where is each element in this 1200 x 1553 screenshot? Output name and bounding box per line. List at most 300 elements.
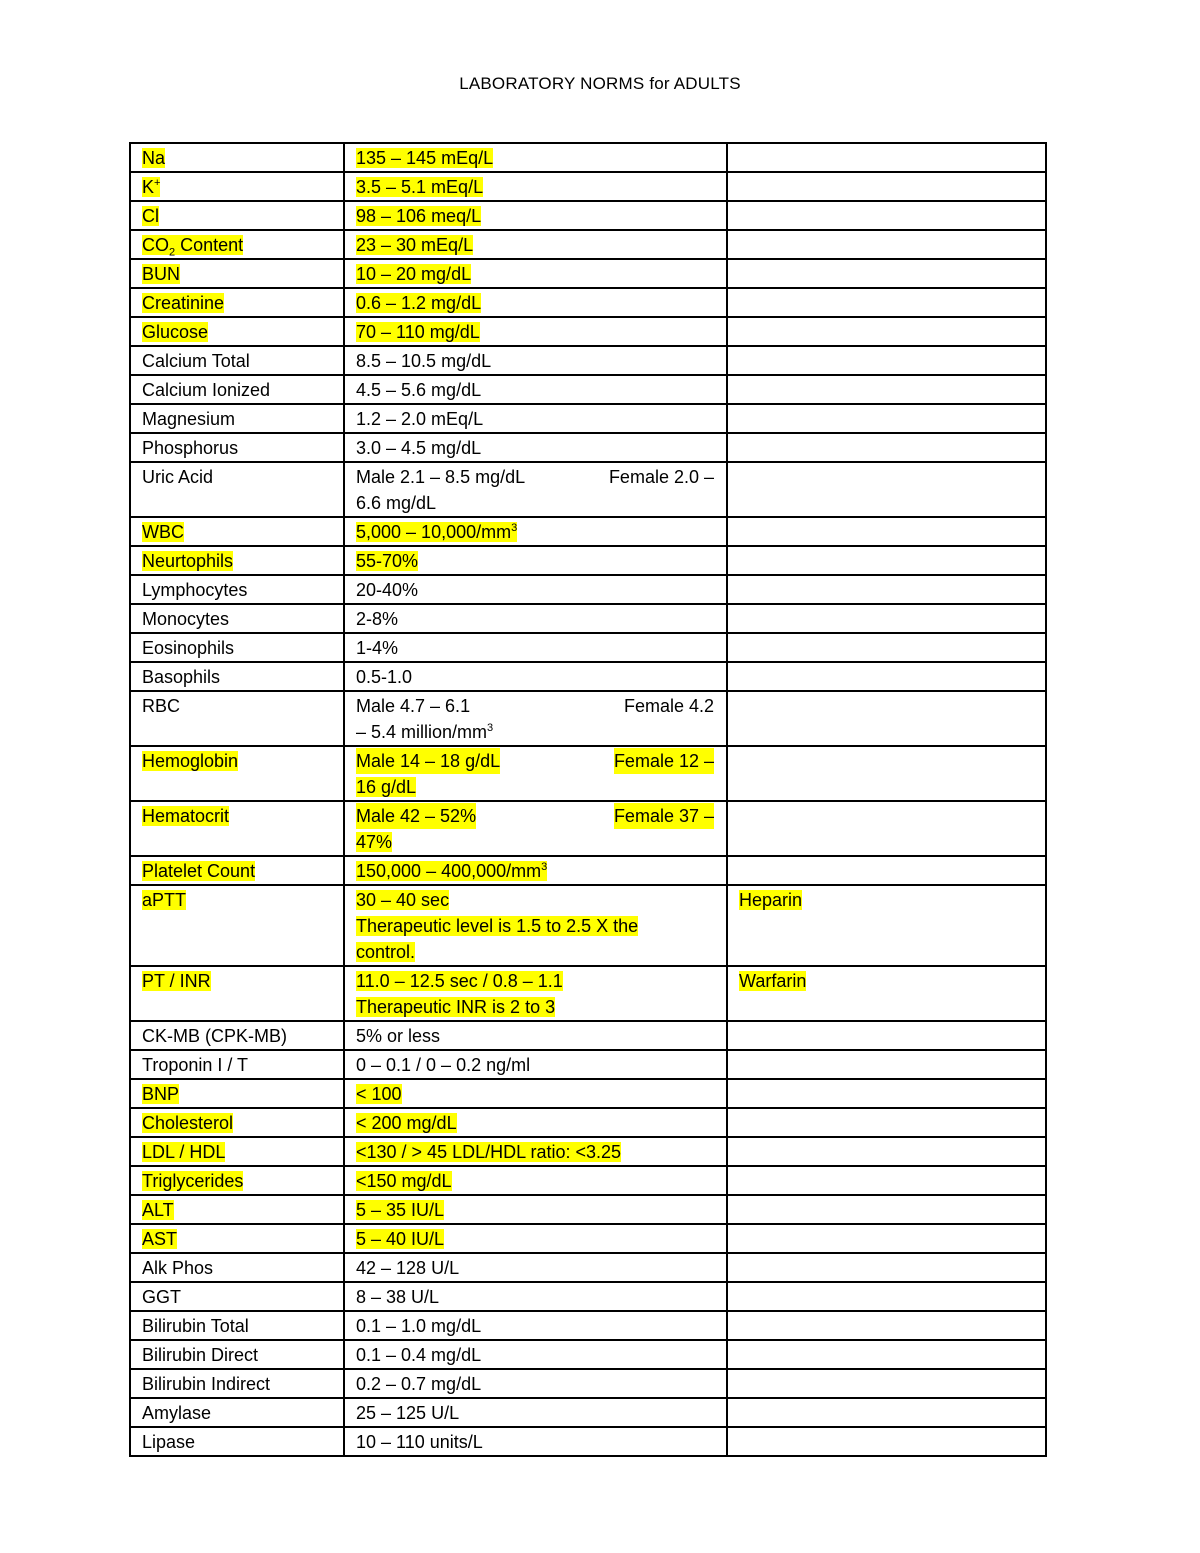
test-name-cell	[130, 1253, 344, 1282]
range-line	[356, 548, 716, 574]
note-cell	[727, 856, 1046, 885]
test-name-cell	[130, 662, 344, 691]
range-line	[356, 693, 716, 719]
range-value: $5,000 - 10,000/mm^3$	[356, 522, 518, 542]
test-name-cell	[130, 633, 344, 662]
test-name-text: CO	[142, 235, 169, 255]
normal-range-cell	[344, 1021, 727, 1050]
range-value: 70 – 110 mg/dL	[356, 322, 480, 342]
normal-range-cell	[344, 143, 727, 172]
test-name-text: Amylase	[142, 1403, 212, 1423]
test-name-cell	[130, 1137, 344, 1166]
note-cell	[727, 201, 1046, 230]
test-name	[142, 409, 235, 429]
test-name	[142, 380, 270, 400]
range-value: 0.5-1.0	[356, 667, 413, 687]
note-cell	[727, 1195, 1046, 1224]
range-line	[356, 774, 716, 800]
test-name-cell	[130, 691, 344, 746]
test-name-cell	[130, 143, 344, 172]
test-name-cell	[130, 404, 344, 433]
range-line	[356, 1226, 716, 1252]
test-name-cell	[130, 1340, 344, 1369]
range-value: <130 / > 45 LDL/HDL ratio: <3.25	[356, 1142, 622, 1162]
test-name	[142, 438, 238, 458]
range-line	[356, 464, 716, 490]
normal-range-cell	[344, 1340, 727, 1369]
test-name-cell	[130, 172, 344, 201]
range-line	[356, 1255, 716, 1281]
range-line	[356, 1023, 716, 1049]
table-row	[130, 1166, 1046, 1195]
range-value: 8.5 – 10.5 mg/dL	[356, 351, 492, 371]
range-line	[356, 1400, 716, 1426]
lab-norms-table	[129, 142, 1047, 1457]
test-name-cell	[130, 201, 344, 230]
range-line	[356, 1371, 716, 1397]
table-row	[130, 691, 1046, 746]
note-cell	[727, 1282, 1046, 1311]
test-name-text: LDL / HDL	[142, 1142, 226, 1162]
test-name-cell	[130, 1108, 344, 1137]
test-name-text: Lymphocytes	[142, 580, 248, 600]
note-cell	[727, 1340, 1046, 1369]
test-name	[142, 351, 250, 371]
note-cell	[727, 317, 1046, 346]
range-line	[356, 577, 716, 603]
test-name-cell	[130, 462, 344, 517]
range-value: 135 – 145 mEq/L	[356, 148, 494, 168]
normal-range-cell	[344, 201, 727, 230]
test-name-text: AST	[142, 1229, 178, 1249]
test-name-cell	[130, 1282, 344, 1311]
range-value: 4.5 – 5.6 mg/dL	[356, 380, 482, 400]
test-name-cell	[130, 1021, 344, 1050]
test-name	[142, 1026, 287, 1046]
range-line	[356, 858, 716, 884]
note-cell	[727, 375, 1046, 404]
range-value: 0.1 – 0.4 mg/dL	[356, 1345, 482, 1365]
test-name	[142, 806, 229, 826]
range-value: 11.0 – 12.5 sec / 0.8 – 1.1	[356, 971, 563, 991]
normal-range-cell	[344, 966, 727, 1021]
test-name	[142, 322, 208, 342]
range-value: 55-70%	[356, 551, 419, 571]
note-cell	[727, 1166, 1046, 1195]
range-value: 1.2 – 2.0 mEq/L	[356, 409, 484, 429]
normal-range-cell	[344, 575, 727, 604]
table-row	[130, 375, 1046, 404]
test-name-cell	[130, 230, 344, 259]
note-cell	[727, 1253, 1046, 1282]
range-line	[356, 1052, 716, 1078]
note-cell	[727, 172, 1046, 201]
note-cell	[727, 966, 1046, 1021]
table-row	[130, 404, 1046, 433]
test-name-text: CK-MB (CPK-MB)	[142, 1026, 287, 1046]
table-row	[130, 1108, 1046, 1137]
therapeutic-note: control.	[356, 942, 416, 962]
table-row	[130, 746, 1046, 801]
test-name-text: RBC	[142, 696, 181, 716]
normal-range-cell	[344, 230, 727, 259]
test-name-text: aPTT	[142, 890, 187, 910]
range-line	[356, 145, 716, 171]
test-name-cell	[130, 1166, 344, 1195]
table-row	[130, 259, 1046, 288]
range-line	[356, 1168, 716, 1194]
range-line	[356, 290, 716, 316]
table-row	[130, 801, 1046, 856]
table-row	[130, 1137, 1046, 1166]
range-value: 0.1 – 1.0 mg/dL	[356, 1316, 482, 1336]
test-name-cell	[130, 433, 344, 462]
range-line	[356, 939, 716, 965]
range-value: <150 mg/dL	[356, 1171, 452, 1191]
note-cell	[727, 288, 1046, 317]
table-row	[130, 575, 1046, 604]
note-cell	[727, 662, 1046, 691]
normal-range-cell	[344, 1108, 727, 1137]
table-row	[130, 433, 1046, 462]
note-cell	[727, 462, 1046, 517]
range-line	[356, 664, 716, 690]
test-name-text: GGT	[142, 1287, 181, 1307]
normal-range-cell	[344, 317, 727, 346]
normal-range-cell	[344, 691, 727, 746]
normal-range-cell	[344, 288, 727, 317]
table-row	[130, 230, 1046, 259]
table-row	[130, 1311, 1046, 1340]
male-range: Male 14 – 18 g/dL	[356, 748, 500, 774]
normal-range-cell	[344, 517, 727, 546]
range-value: 0.2 – 0.7 mg/dL	[356, 1374, 482, 1394]
note-cell	[727, 575, 1046, 604]
test-name-cell	[130, 1224, 344, 1253]
test-name-cell	[130, 259, 344, 288]
test-name-cell	[130, 546, 344, 575]
test-name-text: WBC	[142, 522, 184, 542]
test-name	[142, 971, 211, 991]
range-value: 30 – 40 sec	[356, 890, 450, 910]
range-line	[356, 803, 716, 829]
test-name	[142, 522, 184, 542]
test-name-text: Troponin I / T	[142, 1055, 249, 1075]
table-row	[130, 662, 1046, 691]
test-name-text: PT / INR	[142, 971, 211, 991]
test-name	[142, 264, 180, 284]
table-row	[130, 856, 1046, 885]
normal-range-cell	[344, 172, 727, 201]
normal-range-cell	[344, 375, 727, 404]
test-name	[142, 235, 244, 259]
table-row	[130, 346, 1046, 375]
test-name	[142, 667, 220, 687]
normal-range-cell	[344, 1079, 727, 1108]
range-value: 3.5 – 5.1 mEq/L	[356, 177, 484, 197]
range-continued: 6.6 mg/dL	[356, 493, 437, 513]
test-name-cell	[130, 1079, 344, 1108]
range-line	[356, 606, 716, 632]
range-value: 98 – 106 meq/L	[356, 206, 482, 226]
male-range: Male 4.7 – 6.1	[356, 696, 471, 716]
note-cell	[727, 1021, 1046, 1050]
table-row	[130, 517, 1046, 546]
note-cell	[727, 1311, 1046, 1340]
test-name	[142, 1287, 181, 1307]
table-row	[130, 1224, 1046, 1253]
test-name-text: Basophils	[142, 667, 221, 687]
table-row	[130, 172, 1046, 201]
range-line	[356, 490, 716, 516]
test-name-cell	[130, 885, 344, 966]
range-line	[356, 968, 716, 994]
note-cell	[727, 885, 1046, 966]
female-range: Female 4.2	[623, 696, 714, 716]
normal-range-cell	[344, 1427, 727, 1456]
test-name	[142, 551, 233, 571]
range-value: 20-40%	[356, 580, 419, 600]
therapeutic-note: Therapeutic INR is 2 to 3	[356, 997, 556, 1017]
note-cell	[727, 691, 1046, 746]
medication-note: Warfarin	[739, 971, 807, 991]
test-name-text: Na	[142, 148, 166, 168]
normal-range-cell	[344, 433, 727, 462]
note-cell	[727, 633, 1046, 662]
test-name-cell	[130, 288, 344, 317]
range-value: 23 – 30 mEq/L	[356, 235, 474, 255]
table-row	[130, 1021, 1046, 1050]
table-row	[130, 201, 1046, 230]
normal-range-cell	[344, 1166, 727, 1195]
normal-range-cell	[344, 1311, 727, 1340]
range-line	[356, 435, 716, 461]
range-line	[356, 203, 716, 229]
test-name	[142, 467, 213, 487]
table-row	[130, 604, 1046, 633]
test-name-cell	[130, 517, 344, 546]
range-value: 25 – 125 U/L	[356, 1403, 460, 1423]
test-name-text: Lipase	[142, 1432, 196, 1452]
range-value: 2-8%	[356, 609, 399, 629]
range-line	[356, 1284, 716, 1310]
test-name	[142, 1142, 225, 1162]
normal-range-cell	[344, 1224, 727, 1253]
therapeutic-note: Therapeutic level is 1.5 to 2.5 X the	[356, 916, 639, 936]
test-name	[142, 1403, 211, 1423]
note-cell	[727, 1398, 1046, 1427]
test-name	[142, 1316, 249, 1336]
test-name	[142, 696, 180, 716]
normal-range-cell	[344, 1398, 727, 1427]
test-name	[142, 293, 224, 313]
test-name	[142, 638, 234, 658]
test-name-subscript: 2	[169, 246, 176, 259]
note-cell	[727, 1224, 1046, 1253]
normal-range-cell	[344, 404, 727, 433]
note-cell	[727, 1369, 1046, 1398]
range-value: 5 – 35 IU/L	[356, 1200, 445, 1220]
male-range: Male 42 – 52%	[356, 803, 476, 829]
table-row	[130, 317, 1046, 346]
test-name-cell	[130, 966, 344, 1021]
note-cell	[727, 230, 1046, 259]
test-name-text: Triglycerides	[142, 1171, 244, 1191]
note-cell	[727, 1137, 1046, 1166]
test-name	[142, 148, 165, 168]
range-value: 10 – 20 mg/dL	[356, 264, 472, 284]
test-name	[142, 1084, 179, 1104]
range-line	[356, 1139, 716, 1165]
test-name-text: Phosphorus	[142, 438, 239, 458]
test-name-text: Eosinophils	[142, 638, 235, 658]
note-cell	[727, 259, 1046, 288]
table-row	[130, 1253, 1046, 1282]
range-continued: 47%	[356, 832, 393, 852]
test-name-text: Glucose	[142, 322, 209, 342]
test-name-cell	[130, 575, 344, 604]
test-name-text: Neurtophils	[142, 551, 234, 571]
test-name	[142, 751, 238, 771]
female-range: Female 37 –	[614, 803, 714, 829]
normal-range-cell	[344, 346, 727, 375]
range-line	[356, 719, 716, 745]
lab-norms-table-body	[130, 143, 1046, 1456]
range-value: 8 – 38 U/L	[356, 1287, 440, 1307]
note-cell	[727, 1079, 1046, 1108]
range-value: 5% or less	[356, 1026, 441, 1046]
note-cell	[727, 1427, 1046, 1456]
table-row	[130, 1050, 1046, 1079]
note-cell	[727, 746, 1046, 801]
normal-range-cell	[344, 1137, 727, 1166]
table-row	[130, 1282, 1046, 1311]
normal-range-cell	[344, 856, 727, 885]
female-range: Female 12 –	[614, 748, 714, 774]
test-name-text: Uric Acid	[142, 467, 214, 487]
test-name	[142, 580, 247, 600]
normal-range-cell	[344, 1253, 727, 1282]
test-name-cell	[130, 346, 344, 375]
range-line	[356, 174, 716, 200]
range-value: 0.6 – 1.2 mg/dL	[356, 293, 482, 313]
test-name	[142, 1432, 195, 1452]
table-row	[130, 1369, 1046, 1398]
test-name-text: Bilirubin Indirect	[142, 1374, 271, 1394]
table-row	[130, 1340, 1046, 1369]
table-row	[130, 288, 1046, 317]
table-row	[130, 885, 1046, 966]
normal-range-cell	[344, 885, 727, 966]
test-name-text: Cl	[142, 206, 159, 226]
female-range: Female 2.0 –	[608, 467, 714, 487]
test-name-cell	[130, 375, 344, 404]
male-range: Male 2.1 – 8.5 mg/dL	[356, 467, 526, 487]
note-cell	[727, 1108, 1046, 1137]
test-name-text: BUN	[142, 264, 181, 284]
normal-range-cell	[344, 259, 727, 288]
normal-range-cell	[344, 801, 727, 856]
range-value: $150,000 - 400,000/mm^3$	[356, 861, 548, 881]
range-line	[356, 1429, 716, 1455]
range-line	[356, 232, 716, 258]
test-name-text: Bilirubin Direct	[142, 1345, 259, 1365]
normal-range-cell	[344, 1050, 727, 1079]
range-line	[356, 261, 716, 287]
normal-range-cell	[344, 633, 727, 662]
normal-range-cell	[344, 1195, 727, 1224]
unit-superscript: 3	[511, 522, 518, 534]
note-cell	[727, 517, 1046, 546]
range-line	[356, 406, 716, 432]
test-name-text: BNP	[142, 1084, 180, 1104]
test-name-text: Alk Phos	[142, 1258, 214, 1278]
test-name	[142, 609, 229, 629]
test-name-cell	[130, 317, 344, 346]
normal-range-cell	[344, 746, 727, 801]
table-row	[130, 1427, 1046, 1456]
test-name-cell	[130, 1311, 344, 1340]
table-row	[130, 1079, 1046, 1108]
range-value: 3.0 – 4.5 mg/dL	[356, 438, 482, 458]
test-name-cell	[130, 1427, 344, 1456]
range-value: 10 – 110 units/L	[356, 1432, 483, 1452]
range-value: < 200 mg/dL	[356, 1113, 457, 1133]
test-name	[142, 1113, 233, 1133]
range-line	[356, 994, 716, 1020]
test-name-cell	[130, 604, 344, 633]
range-line	[356, 519, 716, 545]
test-name	[142, 1258, 213, 1278]
test-name-text: Calcium Ionized	[142, 380, 271, 400]
range-value: 1-4%	[356, 638, 399, 658]
unit-superscript: 3	[541, 861, 548, 873]
test-name	[142, 1171, 243, 1191]
range-line	[356, 829, 716, 855]
test-name-superscript: +	[154, 177, 161, 189]
range-line	[356, 1110, 716, 1136]
test-name-cell	[130, 801, 344, 856]
normal-range-cell	[344, 604, 727, 633]
table-row	[130, 546, 1046, 575]
test-name	[142, 1200, 174, 1220]
test-name-text: Magnesium	[142, 409, 236, 429]
range-line	[356, 1081, 716, 1107]
test-name-text: Monocytes	[142, 609, 230, 629]
range-value: 0 – 0.1 / 0 – 0.2 ng/ml	[356, 1055, 531, 1075]
test-name	[142, 861, 255, 881]
note-cell	[727, 801, 1046, 856]
test-name-text: ALT	[142, 1200, 174, 1220]
normal-range-cell	[344, 1369, 727, 1398]
test-name	[142, 1345, 258, 1365]
test-name-text: Cholesterol	[142, 1113, 234, 1133]
range-continued: 16 g/dL	[356, 777, 417, 797]
unit-superscript: 3	[487, 722, 494, 734]
normal-range-cell	[344, 462, 727, 517]
range-value: < 100	[356, 1084, 402, 1104]
test-name-cell	[130, 1369, 344, 1398]
table-row	[130, 1398, 1046, 1427]
test-name	[142, 890, 186, 910]
note-cell	[727, 1050, 1046, 1079]
range-continued: – 5.4 million/$mm^3$	[356, 722, 494, 742]
test-name-text: Bilirubin Total	[142, 1316, 249, 1336]
test-name	[142, 1055, 248, 1075]
note-cell	[727, 546, 1046, 575]
test-name-text: Hematocrit	[142, 806, 230, 826]
test-name	[142, 177, 160, 197]
